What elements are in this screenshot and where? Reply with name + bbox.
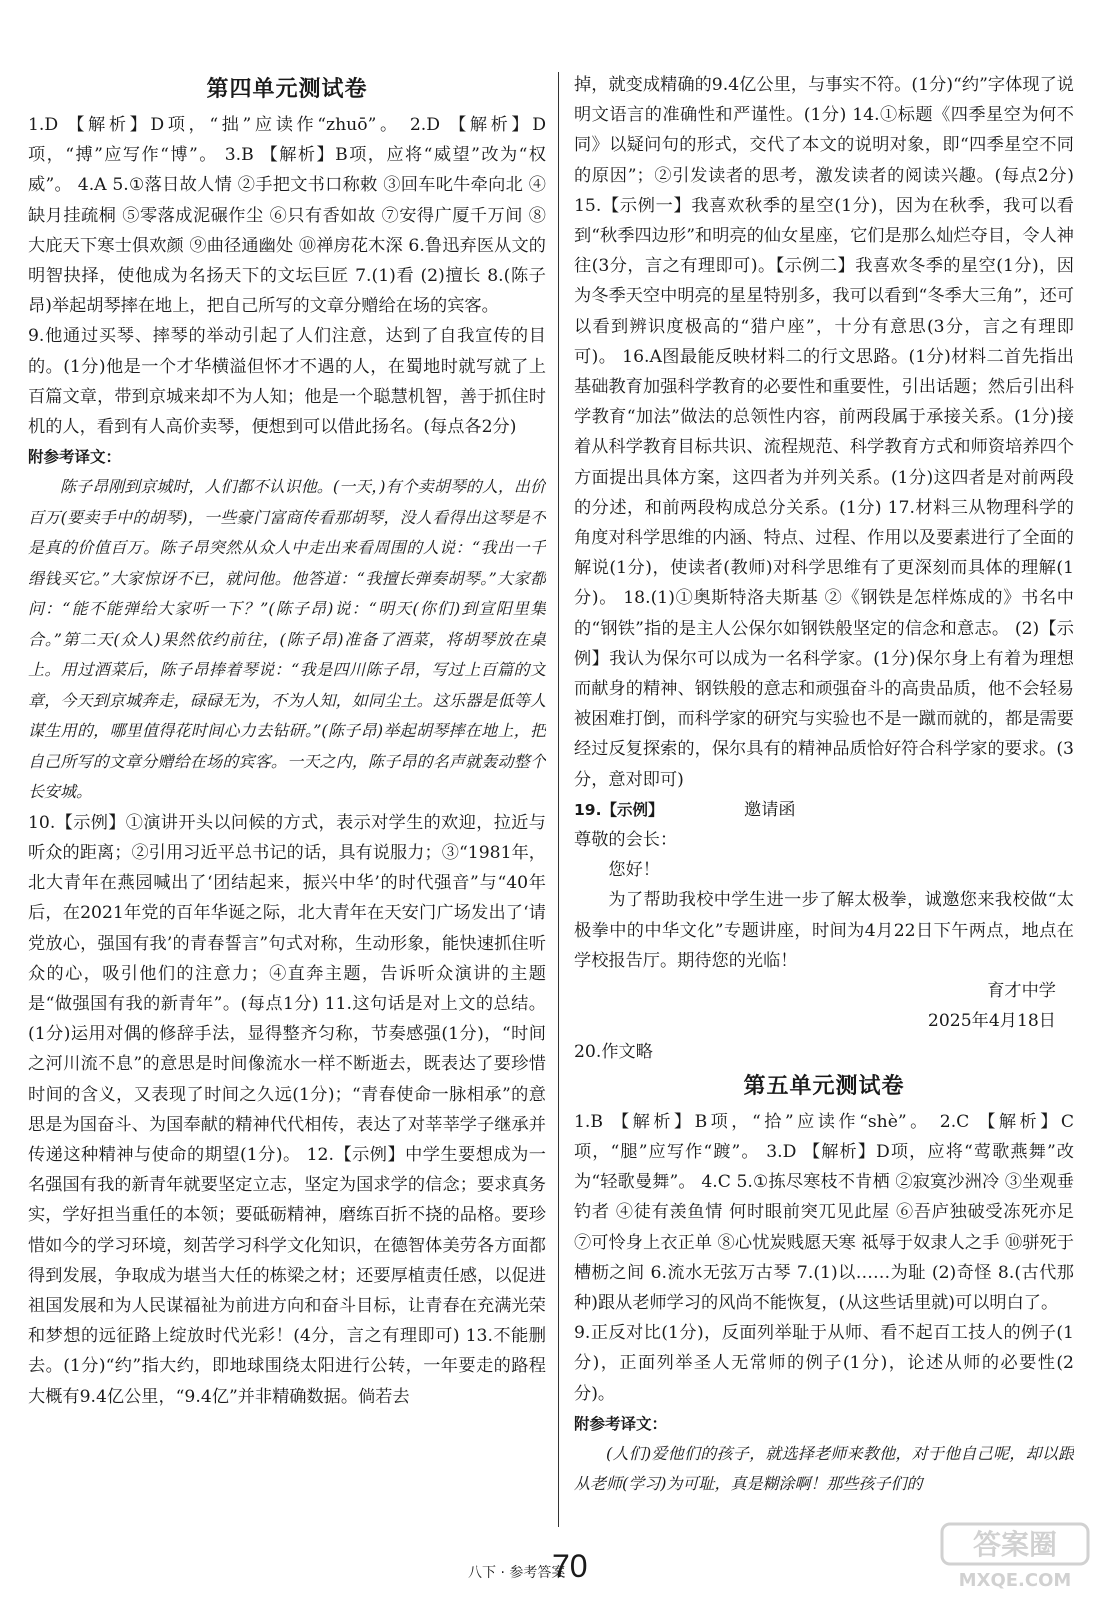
column-divider xyxy=(558,72,559,1527)
unit4-answers-13-18: 掉，就变成精确的9.4亿公里，与事实不符。(1分)“约”字体现了说明文语言的准确性和严谨性。(1分) 14.①标题《四季星空为何不同》以疑问句的形式，交代了本文的说明对象，即“四季星空不同的原因”；②引发读者的思考，激发读者的阅读兴趣。(每点2分) 15.【示例一】我喜欢秋季的星空(1分)，因为在秋季，我可以看到“秋季四边形”和明亮的仙女星座，它们是那么灿烂夺目，令人神往(3分，言之有理即可)。【示例二】我喜欢冬季的星空(1分)，因为冬季天空中明亮的星星特别多，我可以看到“冬季大三角”，还可以看到辨识度极高的“猎户座”，十分有意思(3分，言之有理即可)。 16.A图最能反映材料二的行文思路。(1分)材料二首先指出基础教育加强科学教育的必要性和重要性，引出话题；然后引出科学教育“加法”做法的总领性内容，前两段属于承接关系。(1分)接着从科学教育目标共识、流程规范、科学教育方式和师资培养四个方面提出具体方案，这四者为并列关系。(1分)这四者是对前两段的分述，和前两段构成总分关系。(1分) 17.材料三从物理科学的角度对科学思维的内涵、特点、过程、作用以及要素进行了全面的解说(1分)，使读者(教师)对科学思维有了更深刻而具体的理解(1分)。 18.(1)①奥斯特洛夫斯基 ②《钢铁是怎样炼成的》书名中的“钢铁”指的是主人公保尔如钢铁般坚定的信念和意志。 (2)【示例】我认为保尔可以成为一名科学家。(1分)保尔身上有着为理想而献身的精神、钢铁般的意志和顽强奋斗的高贵品质，他不会轻易被困难打倒，而科学家的研究与实验也不是一蹴而就的，都是需要经过反复探索的，保尔具有的精神品质恰好符合科学家的要求。(3分，意对即可) xyxy=(574,75,1074,790)
letter-salutation: 尊敬的会长： xyxy=(574,830,678,851)
page-footer xyxy=(0,1548,1103,1594)
q19-header xyxy=(574,795,1074,825)
letter-date: 2025年4月18日 xyxy=(927,1011,1056,1032)
left-column xyxy=(28,70,546,1540)
watermark-logo xyxy=(940,1520,1090,1592)
right-column xyxy=(574,70,1074,1540)
letter-title: 邀请函 xyxy=(744,799,796,820)
watermark-bottom-text: MXQE.COM xyxy=(958,1570,1072,1591)
unit5-answers-1-8: 1.B 【解析】B项，“拾”应读作“shè”。 2.C 【解析】C项，“腿”应写作“踱”。 3.D 【解析】D项，应将“莺歌燕舞”改为“轻歌曼舞”。 4.C 5.①拣尽寒枝不肯栖 ②寂寞沙洲冷 ③坐观垂钓者 ④徒有羡鱼情 何时眼前突兀见此屋 ⑥吾庐独破受冻死亦足 ⑦可怜身上衣正单 ⑧心忧炭贱愿天寒 祗辱于奴隶人之手 ⑩骈死于槽枥之间 6.流水无弦万古琴 7.(1)以……为耻 (2)奇怪 8.(古代那种)跟从老师学习的风尚不能恢复，(从这些话里就)可以明白了。 xyxy=(574,1111,1074,1313)
translation-label-2: 附参考译文： xyxy=(574,1414,668,1433)
unit4-answers-1-8: 1.D 【解析】D项，“拙”应读作“zhuō”。 2.D 【解析】D项，“搏”应写作“博”。 3.B 【解析】B项，应将“威望”改为“权威”。 4.A 5.①落日故人情 ②手把文书口称敕 ③回车叱牛牵向北 ④缺月挂疏桐 ⑤零落成泥碾作尘 ⑥只有香如故 ⑦安得广厦千万间 ⑧大庇天下寒士俱欢颜 ⑨曲径通幽处 ⑩禅房花木深 6.鲁迅弃医从文的明智抉择，使他成为名扬天下的文坛巨匠 7.(1)看 (2)擅长 8.(陈子昂)举起胡琴摔在地上，把自己所写的文章分赠给在场的宾客。 xyxy=(28,115,546,317)
unit4-title: 第四单元测试卷 xyxy=(206,77,368,102)
letter-signer: 育才中学 xyxy=(987,981,1056,1002)
unit5-title: 第五单元测试卷 xyxy=(743,1073,905,1099)
translation-text: 陈子昂刚到京城时，人们都不认识他。(一天，)有个卖胡琴的人，出价百万(要卖手中的胡琴)，一些豪门富商传看那胡琴，没人看得出这琴是不是真的价值百万。陈子昂突然从众人中走出来看周围的人说：“我出一千缗钱买它。”大家惊讶不已，就问他。他答道：“我擅长弹奏胡琴。”大家都问：“能不能弹给大家听一下？”(陈子昂)说：“明天(你们)到宣阳里集合。”第二天(众人)果然依约前往，(陈子昂)准备了酒菜，将胡琴放在桌上。用过酒菜后，陈子昂捧着琴说：“我是四川陈子昂，写过上百篇的文章，今天到京城奔走，碌碌无为，不为人知，如同尘土。这乐器是低等人谋生用的，哪里值得花时间心力去钻研。”(陈子昂)举起胡琴摔在地上，把自己所写的文章分赠给在场的宾客。一天之内，陈子昂的名声就轰动整个长安城。 xyxy=(28,477,546,802)
unit5-answer-9: 9.正反对比(1分)，反面列举耻于从师、看不起百工技人的例子(1分)，正面列举圣人无常师的例子(1分)，论述从师的必要性(2分)。 xyxy=(574,1323,1074,1404)
watermark-top-text: 答案圈 xyxy=(972,1528,1058,1561)
q20-answer: 20.作文略 xyxy=(574,1041,653,1062)
footer-label: 八下 · 参考答案 xyxy=(468,1565,566,1581)
unit4-answers-10-13: 10.【示例】①演讲开头以问候的方式，表示对学生的欢迎，拉近与听众的距离；②引用习近平总书记的话，具有说服力；③“1981年，北大青年在燕园喊出了‘团结起来，振兴中华’的时代强音”与“40年后，在2021年党的百年华诞之际，北大青年在天安门广场发出了‘请党放心，强国有我’的青春誓言”句式对称，生动形象，能快速抓住听众的心，吸引他们的注意力；④直奔主题，告诉听众演讲的主题是“做强国有我的新青年”。(每点1分) 11.这句话是对上文的总结。(1分)运用对偶的修辞手法，显得整齐匀称，节奏感强(1分)，“时间之河川流不息”的意思是时间像流水一样不断逝去，既表达了要珍惜时间的含义，又表现了时间之久远(1分)；“青春使命一脉相承”的意思是为国奋斗、为国奉献的精神代代相传，表达了对莘莘学子继承并传递这种精神与使命的期望(1分)。 12.【示例】中学生要想成为一名强国有我的新青年就要坚定立志，坚定为国求学的信念；要求真务实，学好担当重任的本领；要砥砺精神，磨练百折不挠的品格。要珍惜如今的学习环境，刻苦学习科学文化知识，在德智体美劳各方面都得到发展，争取成为堪当大任的栋梁之材；还要厚植责任感，以促进祖国发展和为人民谋福祉为前进方向和奋斗目标，让青春在充满光荣和梦想的远征路上绽放时代光彩！(4分，言之有理即可) 13.不能删去。(1分)“约”指大约，即地球围绕太阳进行公转，一年要走的路程大概有9.4亿公里，“9.4亿”并非精确数据。倘若去 xyxy=(28,812,546,1407)
letter-greeting: 您好！ xyxy=(608,860,660,881)
q19-label: 19.【示例】 xyxy=(574,800,664,819)
letter-body: 为了帮助我校中学生进一步了解太极拳，诚邀您来我校做“太极拳中的中华文化”专题讲座，时间为4月22日下午两点，地点在学校报告厅。期待您的光临！ xyxy=(574,890,1074,971)
translation-label: 附参考译文： xyxy=(28,448,122,467)
translation-text-2: (人们)爱他们的孩子，就选择老师来教他，对于他自己呢，却以跟从老师(学习)为可耻，真是糊涂啊！那些孩子们的 xyxy=(574,1443,1074,1494)
page-number: 70 xyxy=(552,1548,588,1584)
unit4-answer-9: 9.他通过买琴、摔琴的举动引起了人们注意，达到了自我宣传的目的。(1分)他是一个才华横溢但怀才不遇的人，在蜀地时就写就了上百篇文章，带到京城来却不为人知；他是一个聪慧机智，善于抓住时机的人，看到有人高价卖琴，便想到可以借此扬名。(每点各2分) xyxy=(28,326,546,438)
